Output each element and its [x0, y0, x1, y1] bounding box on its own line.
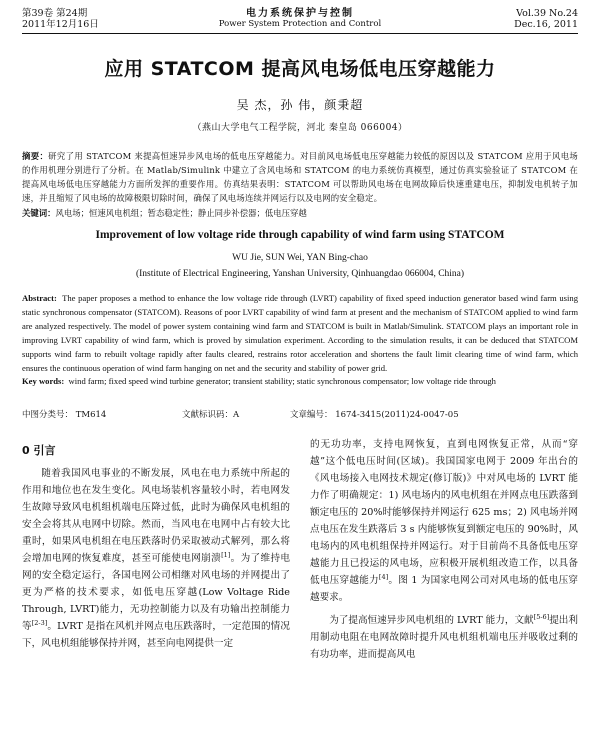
header-volume-info [22, 8, 162, 30]
body-text: 。图 1 为国家电网公司对风电场的低电压穿越要求。 [310, 575, 579, 603]
journal-name-en: Power System Protection and Control [218, 19, 382, 29]
article-number: 文章编号： 1674-3415(2011)24-0047-05 [290, 410, 459, 420]
body-text: 。为了维持电网的安全稳定运行，各国电网公司相继对风电场的并网提出了更为严格的技术要求，如低电压穿越(Low Voltage Ride Through, LVRT)能力，无功控制能力以及有功输出控制能力等 [22, 553, 290, 632]
abstract-en-label: Abstract: [22, 293, 57, 303]
body-column-right [310, 436, 578, 663]
citation-ref: [2-3] [31, 618, 48, 627]
affiliation-cn: （燕山大学电气工程学院，河北 秦皇岛 066004） [192, 123, 408, 133]
authors-cn: 吴 杰，孙 伟，颜秉超 [236, 98, 364, 112]
header-rule [22, 33, 578, 34]
citation-ref: [4] [378, 572, 389, 581]
running-header [22, 8, 578, 30]
body-text: 为了提高恒速异步风电机组的 LVRT 能力，文献 [329, 615, 534, 626]
paper-title-en: Improvement of low voltage ride through capability of wind farm using STATCOM [95, 229, 505, 241]
abstract-cn-label: 摘要： [22, 151, 49, 161]
body-text: 随着我国风电事业的不断发展，风电在电力系统中所起的作用和地位也在发生变化。风电场装机容量较小时，若电网发生故障导致风电机组机端电压降过低，此时为确保风电机组的安全会将其从电网中切除。然而，当风电在电网中占有较大比重时，如果风电机组在电压跌落时仍采取被动式解列，那么将会增加电网的恢复难度，甚至可能使电网崩溃 [22, 468, 290, 564]
keywords-en [22, 375, 578, 387]
section-heading-intro: 0 引言 [22, 444, 56, 457]
keywords-en-text: wind farm; fixed speed wind turbine generator; transient stability; static synchronous compensator; low voltage ride through [68, 376, 496, 386]
body-paragraph [310, 612, 578, 663]
abstract-cn [22, 149, 578, 205]
citation-ref: [1] [221, 550, 231, 559]
header-date-en: Dec.16, 2011 [514, 19, 578, 30]
classification-info [22, 408, 578, 420]
body-paragraph [22, 465, 290, 652]
body-columns [22, 436, 578, 663]
header-journal [162, 8, 438, 30]
clc-number: 中图分类号： TM614 [22, 410, 107, 420]
journal-name-cn: 电力系统保护与控制 [246, 8, 354, 19]
paper-title-cn: 应用 STATCOM 提高风电场低电压穿越能力 [104, 58, 496, 80]
affiliation-en: (Institute of Electrical Engineering, Yanshan University, Qinhuangdao 066004, China) [135, 269, 465, 279]
body-text: 提出利用制动电阻在电网故障时提升风电机组机端电压并吸收过剩的有功功率，进而提高风电 [310, 615, 578, 660]
keywords-cn [22, 206, 578, 220]
header-volume-en: Vol.39 No.24 [516, 8, 578, 19]
header-volume-info-en [438, 8, 578, 30]
header-date-cn: 2011年12月16日 [22, 19, 99, 30]
citation-ref: [5-6] [533, 612, 550, 621]
abstract-cn-text: 研究了用 STATCOM 来提高恒速异步风电场的低电压穿越能力。对目前风电场低电压穿越能力较低的原因以及 STATCOM 应用于风电场的作用机理分别进行了分析。在 Matlab/Simulink 中建立了含风电场和 STATCOM 的电力系统仿真模型，通过仿真实验验证了 STATCOM 在提高风电场低电压穿越能力方面所发挥的重要作用。仿真结果表明：STATCOM 可以帮助风电场在电网故障后快速重建电压，抑制发电机转子加速，并且缩短了风电场的故障极限切除时间，确保了风电场连续并网运行以及电网的安全稳定。 [22, 151, 578, 203]
keywords-en-label: Key words: [22, 376, 65, 386]
body-column-left [22, 436, 290, 663]
authors-en: WU Jie, SUN Wei, YAN Bing-chao [232, 253, 368, 263]
body-paragraph [310, 436, 578, 606]
abstract-en-text: The paper proposes a method to enhance the low voltage ride through (LVRT) capability of fixed speed induction generator based wind farm using static synchronous compensator (STATCOM). Reasons of poor LVRT capability of wind farm at present and the mechanism of STATCOM applied to wind farm are analyzed respectively. The model of power system containing wind farm and STATCOM is built in Matlab/Simulink. STATCOM plays an important role in improving LVRT capability of wind farm, which is proved by simulation experiment. According to the simulation results, it can be deduced that STATCOM supports wind farm to rebuilt voltage rapidly after faults cleared, restrains rotor acceleration and shortens the fault limit clearing time of wind farm, which ensures the continuous operation of wind farm hanging on net and the security and stability of power grid. [22, 293, 579, 373]
body-text: 。LVRT 是指在风机并网点电压跌落时，一定范围的情况下，风电机组能够保持并网，甚至向电网提供一定 [22, 621, 291, 649]
abstract-en [22, 291, 578, 375]
body-text: 的无功功率，支持电网恢复，直到电网恢复正常，从而“穿越”这个低电压时间(区域)。我国国家电网于 2009 年出台的《风电场接入电网技术规定(修订版)》中对风电场的 LVRT 能力作了明确规定：1) 风电场内的风电机组在并网点电压跌落到额定电压的 20%时能够保持并网运行 625 ms；2) 风电场并网点电压在发生跌落后 3 s 内能够恢复到额定电压的 90%时，风电场内的风电机组保持并网运行。对于目前尚不具备低电压穿越能力且已投运的风电场，应积极开展机组改造工作，以具备低电压穿越能力 [310, 439, 578, 586]
header-volume-cn: 第39卷 第24期 [22, 8, 88, 19]
keywords-cn-text: 风电场；恒速风电机组；暂态稳定性；静止同步补偿器；低电压穿越 [55, 208, 307, 218]
document-code: 文献标识码：A [182, 410, 240, 420]
keywords-cn-label: 关键词： [22, 208, 56, 218]
